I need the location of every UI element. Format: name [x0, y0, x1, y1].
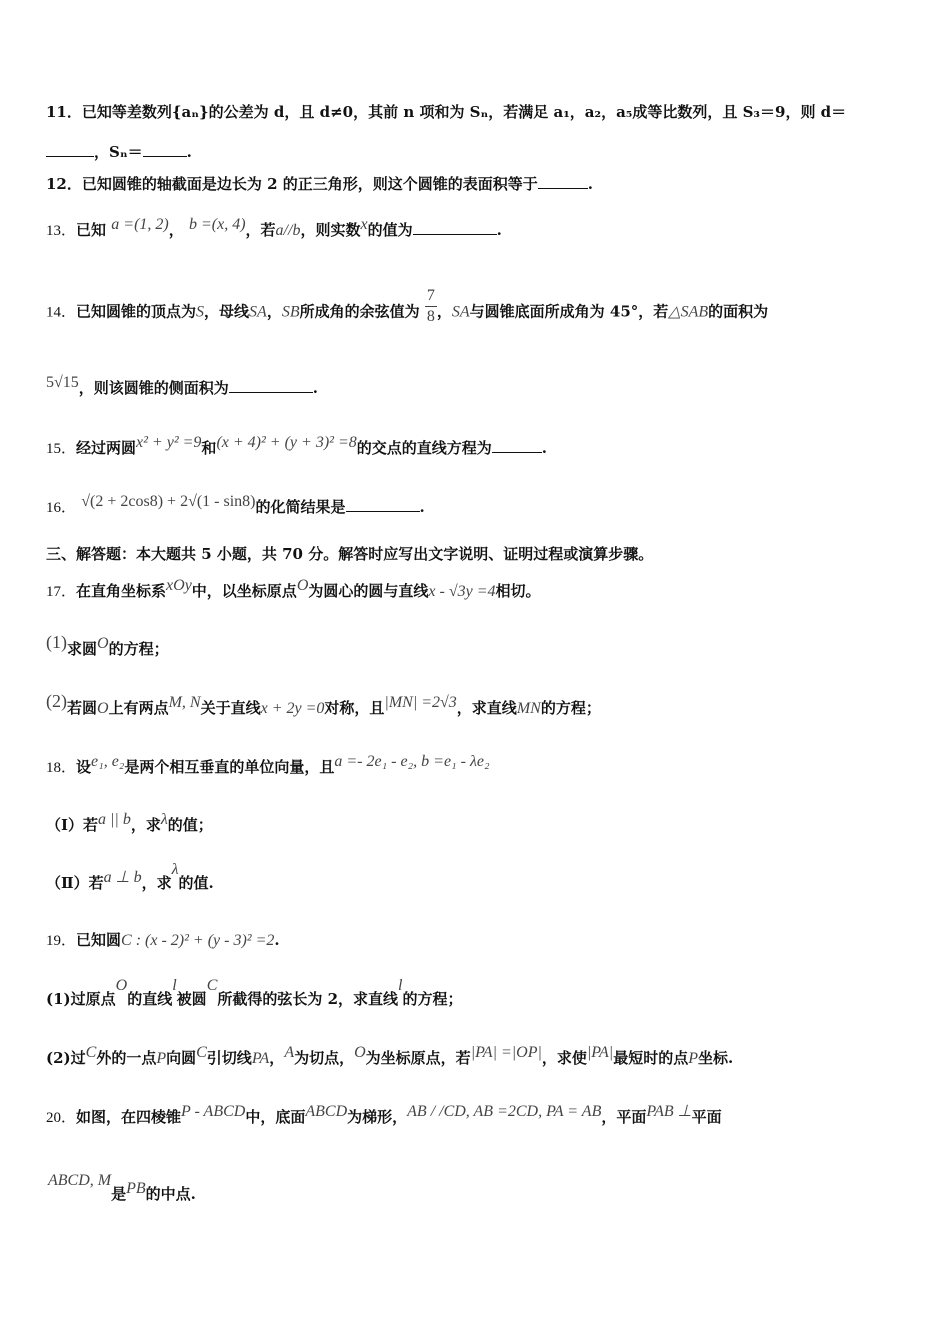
text: 若圆	[67, 699, 98, 717]
math-expr: xOy	[166, 577, 192, 594]
text: 已知圆	[76, 931, 122, 949]
math-expr: λ	[171, 861, 179, 878]
math-expr: λ	[160, 811, 168, 828]
text: .	[274, 931, 280, 949]
question-20-line-1	[46, 1103, 910, 1128]
text: 是	[111, 1185, 127, 1203]
math-expr: x² + y² =9	[136, 434, 202, 451]
math-expr: (x + 4)² + (y + 3)² =8	[216, 434, 357, 451]
math-expr: O	[97, 635, 109, 652]
math-expr: S	[196, 303, 205, 321]
question-17-part-2	[46, 691, 910, 719]
math-expr: b =(x, 4)	[188, 216, 246, 233]
text: 引切线	[206, 1049, 252, 1067]
question-11-text: 11．已知等差数列{aₙ}的公差为 d，且 d≠0，其前 n 项和为 Sₙ，若满足 a₁，a₂，a₅成等比数列，且 S₃＝9，则 d＝	[46, 103, 847, 121]
question-18	[46, 753, 910, 778]
fraction-denominator: 8	[426, 308, 435, 325]
text: 的化简结果是	[255, 498, 346, 516]
math-expr: x	[360, 216, 368, 233]
text: 中，底面	[245, 1108, 306, 1126]
text: 所成角的余弦值为	[299, 302, 420, 321]
answer-blank[interactable]	[346, 497, 420, 512]
question-11-separator: ，Sₙ＝	[94, 143, 143, 161]
text: 为圆心的圆与直线	[308, 582, 429, 600]
math-expr: a//b	[275, 222, 301, 239]
fraction-numerator: 7	[425, 286, 437, 307]
question-number: 18．	[46, 760, 77, 776]
text: 外的一点	[96, 1049, 157, 1067]
period: .	[587, 175, 593, 193]
text: 为梯形，	[347, 1108, 408, 1126]
question-number: 15．	[46, 441, 77, 457]
question-18-part-1	[46, 811, 910, 836]
question-20-line-2	[48, 1172, 910, 1205]
math-expr: O	[296, 577, 309, 594]
text: 的方程；	[540, 699, 601, 717]
math-expr: x + 2y =0	[260, 700, 325, 717]
text: 设	[76, 758, 92, 776]
answer-blank[interactable]	[229, 378, 313, 393]
text: 的直线	[127, 990, 173, 1008]
text: ，则该圆锥的侧面积为	[78, 379, 229, 397]
text: 最短时的点	[613, 1049, 689, 1067]
fraction	[425, 286, 437, 327]
text: ，	[269, 1049, 285, 1067]
text: (1)过原点	[46, 990, 116, 1008]
question-number: 14．	[46, 304, 77, 321]
text: 的方程；	[402, 990, 463, 1008]
text: 为切点，	[294, 1049, 355, 1067]
math-expr: PA	[251, 1050, 270, 1067]
question-19-part-2	[46, 1044, 910, 1069]
text: ，	[266, 302, 282, 321]
period: .	[541, 439, 547, 457]
question-17	[46, 577, 910, 602]
math-expr: PB	[126, 1180, 146, 1197]
math-expr: x - √3y =4	[428, 583, 496, 600]
text: 相切。	[495, 582, 541, 600]
answer-blank[interactable]	[492, 438, 542, 453]
math-expr: O	[354, 1044, 366, 1061]
text: 所截得的弦长为 2，求直线	[217, 990, 399, 1008]
question-19	[46, 930, 910, 951]
text: ，	[436, 302, 452, 321]
math-expr: O	[115, 977, 128, 994]
text: ，求直线	[456, 699, 517, 717]
text: ，母线	[204, 302, 250, 321]
text: 的交点的直线方程为	[356, 439, 492, 457]
part-label: (1)	[46, 632, 67, 652]
math-expr: a =- 2e₁ - e₂, b =e₁ - λe₂	[334, 753, 490, 770]
text: 的方程；	[108, 640, 169, 658]
text: 平面	[691, 1108, 722, 1126]
math-expr: |MN| =2√3	[384, 694, 457, 711]
text: ，求使	[541, 1049, 587, 1067]
part-label: (2)	[46, 691, 67, 711]
question-18-part-2	[46, 861, 910, 894]
math-expr: △SAB	[668, 303, 709, 321]
period: .	[312, 379, 319, 397]
math-expr: a || b	[98, 811, 131, 828]
text: 的值.	[178, 874, 214, 892]
text: 关于直线	[200, 699, 261, 717]
question-number: 20．	[46, 1110, 77, 1126]
question-number: 19．	[46, 933, 77, 949]
math-expr: SA	[249, 303, 267, 321]
text: （Ⅱ）若	[46, 874, 104, 892]
question-14-line-1	[46, 287, 910, 333]
question-11-line-2	[46, 142, 910, 162]
question-14-line-2	[46, 374, 910, 399]
text: 的值为	[367, 221, 413, 239]
text: (2)过	[46, 1049, 86, 1067]
math-expr: C	[85, 1044, 97, 1061]
question-number: 17．	[46, 584, 77, 600]
text: 已知	[76, 221, 107, 239]
text: ，平面	[601, 1108, 647, 1126]
text: ，	[168, 221, 184, 239]
text: ，求	[130, 816, 161, 834]
section-3-heading	[46, 544, 910, 564]
question-number: 13．	[46, 223, 77, 239]
math-expr: e₁, e₂	[91, 753, 125, 770]
answer-blank[interactable]	[538, 174, 588, 189]
question-11-line-1	[46, 102, 910, 122]
text: 已知圆锥的顶点为	[76, 302, 197, 321]
math-expr: |PA| =|OP|	[470, 1044, 542, 1061]
text: 和	[201, 439, 217, 457]
question-17-part-1	[46, 632, 910, 660]
text: 为坐标原点，若	[365, 1049, 471, 1067]
text: ，若	[245, 221, 276, 239]
question-19-part-1	[46, 977, 910, 1010]
math-expr: P - ABCD	[181, 1103, 246, 1120]
period: .	[419, 498, 425, 516]
math-expr: C : (x - 2)² + (y - 3)² =2	[121, 932, 275, 949]
text: 在直角坐标系	[76, 582, 167, 600]
text: 求圆	[67, 640, 98, 658]
text: 被圆	[176, 990, 207, 1008]
section-heading-text: 三、解答题：本大题共 5 小题，共 70 分。解答时应写出文字说明、证明过程或演算步骤。	[46, 545, 654, 563]
question-12-text: 12．已知圆锥的轴截面是边长为 2 的正三角形，则这个圆锥的表面积等于	[46, 175, 538, 193]
math-expr: P	[688, 1050, 698, 1067]
text: 的值；	[167, 816, 213, 834]
text: ，求	[141, 874, 172, 892]
math-expr: PAB ⊥	[646, 1103, 692, 1120]
math-expr: C	[206, 977, 218, 994]
text: 经过两圆	[76, 439, 137, 457]
text: 的面积为	[708, 302, 769, 321]
text: 向圆	[166, 1049, 197, 1067]
math-expr: ABCD, M	[48, 1172, 112, 1189]
text: ，则实数	[300, 221, 361, 239]
math-expr: |PA|	[586, 1044, 614, 1061]
text: 上有两点	[108, 699, 169, 717]
period: .	[186, 143, 192, 161]
math-expr: C	[196, 1044, 207, 1061]
math-expr: SB	[281, 303, 300, 321]
answer-blank[interactable]	[46, 142, 94, 157]
text: 对称，且	[324, 699, 385, 717]
math-expr: MN	[516, 700, 541, 717]
math-expr: P	[156, 1050, 167, 1067]
text: （Ⅰ）若	[46, 816, 99, 834]
question-12	[46, 174, 910, 194]
text: 坐标.	[697, 1049, 734, 1067]
math-expr: 5√15	[46, 374, 79, 391]
math-expr: l	[172, 977, 177, 994]
text: 与圆锥底面所成角为 45°，若	[469, 302, 669, 321]
answer-blank[interactable]	[413, 220, 497, 235]
math-expr: ABCD	[305, 1103, 348, 1120]
text: 的中点.	[145, 1185, 196, 1203]
question-number: 16．	[46, 500, 77, 516]
math-expr: M, N	[168, 694, 201, 711]
math-expr: O	[97, 700, 109, 717]
math-expr: a ⊥ b	[103, 869, 142, 886]
answer-blank[interactable]	[143, 142, 187, 157]
text: 是两个相互垂直的单位向量，且	[124, 758, 335, 776]
math-expr: SA	[451, 303, 470, 321]
math-expr: l	[398, 977, 403, 994]
text: 中，以坐标原点	[191, 582, 297, 600]
text: 如图，在四棱锥	[76, 1108, 182, 1126]
math-expr: AB / /CD, AB =2CD, PA = AB	[407, 1103, 602, 1120]
math-expr: a =(1, 2)	[111, 216, 169, 233]
question-15	[46, 434, 910, 459]
math-expr: √(2 + 2cos8) + 2√(1 - sin8)	[81, 493, 256, 510]
question-13	[46, 216, 910, 241]
period: .	[496, 221, 502, 239]
math-expr: A	[284, 1044, 295, 1061]
question-16	[46, 493, 910, 518]
